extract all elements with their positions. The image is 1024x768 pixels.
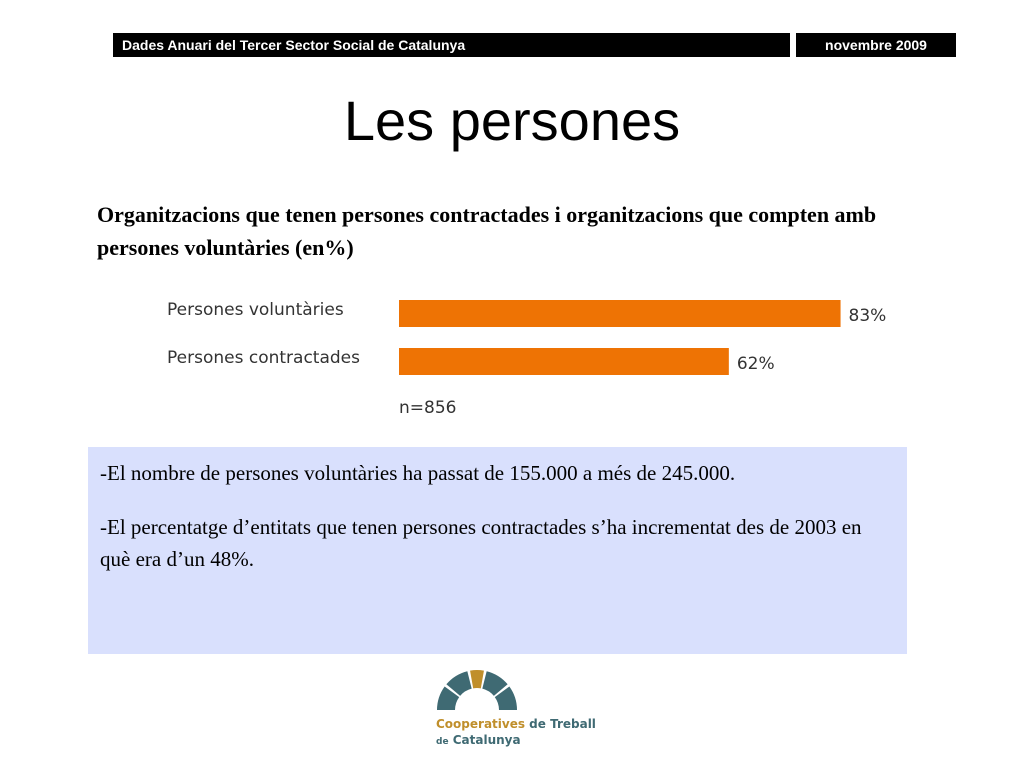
bar-chart [150,285,910,425]
info-box [88,447,907,654]
bar [399,300,841,327]
header-bar-right [796,33,956,57]
header-title: Dades Anuari del Tercer Sector Social de Catalunya [122,37,466,53]
logo-text-de-treball: de Treball [525,717,596,731]
logo-text-cooperatives: Cooperatives [436,717,525,731]
category-label: Persones contractades [167,348,360,368]
info-paragraph-1: -El nombre de persones voluntàries ha passat de 155.000 a més de 245.000. [100,461,736,485]
chart-subtitle: Organitzacions que tenen persones contractades i organitzacions que compten amb persones voluntàries (en%) [97,202,877,260]
header-bar-left [113,33,790,57]
value-label: 62% [736,354,775,374]
header-date: novembre 2009 [825,37,927,53]
logo-arc-icon [437,670,517,710]
sample-size-note: n=856 [399,398,457,418]
logo-text-catalunya: Catalunya [448,733,521,747]
bar [399,348,729,375]
logo-text-de: de [436,737,449,747]
logo-arc-segment [470,670,484,688]
value-label: 83% [848,306,887,326]
category-label: Persones voluntàries [167,300,344,320]
logo-text [436,716,606,750]
info-paragraph-2: -El percentatge d’entitats que tenen persones contractades s’ha incrementat des de 2003 en què era d’un 48%. [100,515,862,571]
page-title: Les persones [343,89,681,152]
